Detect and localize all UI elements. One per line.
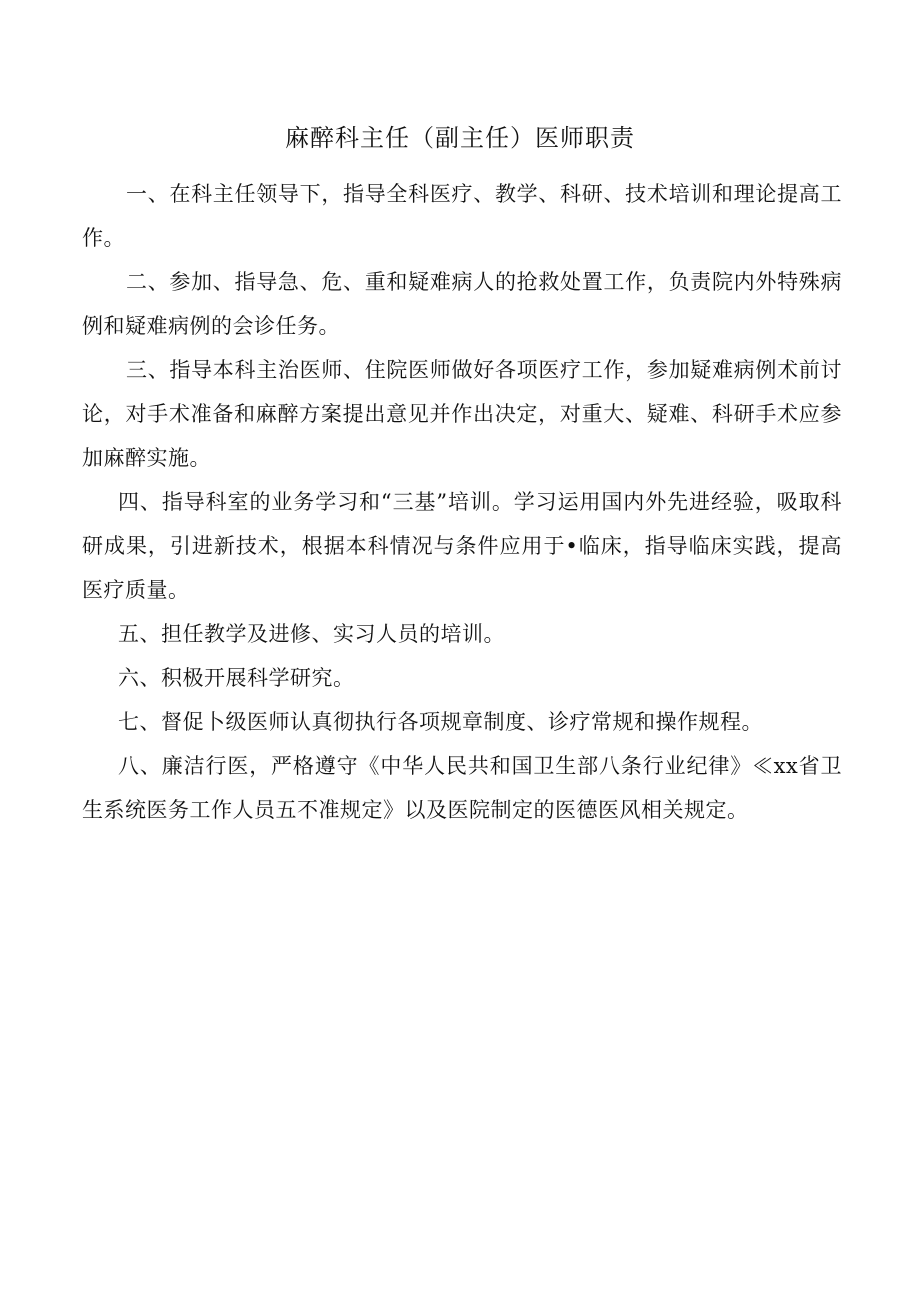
duty-item-6: 六、积极开展科学研究。 xyxy=(118,666,355,690)
document-title: 麻醉科主任（副主任）医师职责 xyxy=(285,124,635,152)
duty-item-7: 七、督促卜级医师认真彻执行各项规章制度、诊疗常规和操作规程。 xyxy=(118,710,763,734)
duty-item-2: 二、参加、指导急、危、重和疑难病人的抢救处置工作，负责院内外特殊病例和疑难病例的会诊任务。 xyxy=(82,270,842,338)
duty-item-4: 四、指导科室的业务学习和“三基”培训。学习运用国内外先进经验，吸取科研成果，引进新技术，根据本科情况与条件应用于•临床，指导临床实践，提高医疗质量。 xyxy=(82,490,842,602)
duty-item-8: 八、廉洁行医，严格遵守《中华人民共和国卫生部八条行业纪律》≪xx省卫生系统医务工作人员五不准规定》以及医院制定的医德医风相关规定。 xyxy=(82,754,842,822)
duty-item-5: 五、担任教学及进修、实习人员的培训。 xyxy=(118,622,505,646)
duty-item-3: 三、指导本科主治医师、住院医师做好各项医疗工作，参加疑难病例术前讨论，对手术准备和麻醉方案提出意见并作出决定，对重大、疑难、科研手术应参加麻醉实施。 xyxy=(82,358,842,470)
document-body xyxy=(82,172,842,832)
duty-item-1: 一、在科主任领导下，指导全科医疗、教学、科研、技术培训和理论提高工作。 xyxy=(82,182,842,250)
